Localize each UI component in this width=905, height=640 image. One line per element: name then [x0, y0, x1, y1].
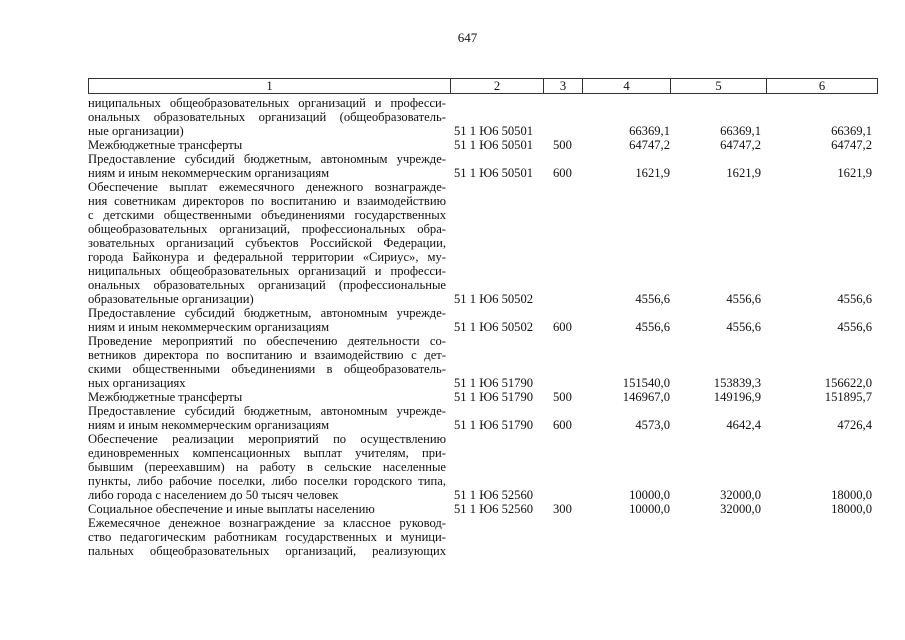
description-line: Межбюджетные трансферты	[88, 138, 243, 152]
target-code: 51 1 Ю6 51790	[454, 418, 534, 432]
target-code: 51 1 Ю6 50502	[454, 320, 534, 334]
description-line: Предоставление субсидий бюджетным, автономным учрежде-	[88, 152, 446, 166]
page-number: 647	[457, 30, 478, 45]
value-col-4: 4556,6	[635, 320, 670, 334]
header-col-6: 6	[766, 79, 878, 93]
description-line: ниципальных общеобразовательных организаций и професси-	[88, 96, 446, 110]
table-row	[88, 404, 878, 432]
description-line: ниям и иным некоммерческим организациям	[88, 418, 330, 432]
value-col-6: 66369,1	[831, 124, 872, 138]
table-header	[88, 78, 878, 94]
header-col-5: 5	[670, 79, 766, 93]
description-line: Межбюджетные трансферты	[88, 390, 243, 404]
table-row	[88, 502, 878, 516]
description-line: ство педагогическим работникам государственных и муници-	[88, 530, 446, 544]
value-col-5: 153839,3	[713, 376, 761, 390]
description-line: Социальное обеспечение и иные выплаты населению	[88, 502, 375, 516]
description-line: Предоставление субсидий бюджетным, автономным учрежде-	[88, 306, 446, 320]
description-line: общеобразовательных организаций, профессиональных обра-	[88, 222, 446, 236]
value-col-4: 64747,2	[629, 138, 670, 152]
budget-table	[88, 78, 878, 558]
value-col-4: 10000,0	[629, 488, 670, 502]
expense-type: 500	[553, 390, 572, 404]
description-line: Предоставление субсидий бюджетным, автономным учрежде-	[88, 404, 446, 418]
value-col-5: 1621,9	[726, 166, 761, 180]
description-line: Обеспечение выплат ежемесячного денежного вознагражде-	[88, 180, 446, 194]
description-line: ных организациях	[88, 376, 186, 390]
header-col-3: 3	[543, 79, 582, 93]
description-line: либо города с населением до 50 тысяч человек	[88, 488, 339, 502]
value-col-4: 10000,0	[629, 502, 670, 516]
target-code: 51 1 Ю6 52560	[454, 488, 534, 502]
value-col-6: 1621,9	[837, 166, 872, 180]
value-col-5: 32000,0	[720, 488, 761, 502]
expense-type: 300	[553, 502, 572, 516]
description-line: Ежемесячное денежное вознаграждение за классное руковод-	[88, 516, 446, 530]
value-col-5: 66369,1	[720, 124, 761, 138]
description-line: ональных образовательных организаций (общеобразователь-	[88, 110, 446, 124]
value-col-6: 4556,6	[837, 292, 872, 306]
table-row	[88, 180, 878, 306]
target-code: 51 1 Ю6 50501	[454, 166, 534, 180]
value-col-5: 149196,9	[713, 390, 761, 404]
value-col-5: 4642,4	[726, 418, 761, 432]
description-line: ветников директора по воспитанию и взаимодействию с дет-	[88, 348, 446, 362]
description-line: пункты, либо рабочие поселки, либо поселки городского типа,	[88, 474, 446, 488]
table-row	[88, 152, 878, 180]
header-col-2: 2	[450, 79, 543, 93]
value-col-4: 4556,6	[635, 292, 670, 306]
value-col-5: 64747,2	[720, 138, 761, 152]
value-col-6: 64747,2	[831, 138, 872, 152]
description-line: Обеспечение реализации мероприятий по осуществлению	[88, 432, 446, 446]
value-col-5: 4556,6	[726, 320, 761, 334]
expense-type: 600	[553, 418, 572, 432]
expense-type: 600	[553, 166, 572, 180]
description-line: пальных общеобразовательных организаций, реализующих	[88, 544, 446, 558]
description-line: зовательных организаций субъектов Российской Федерации,	[88, 236, 446, 250]
value-col-6: 4726,4	[837, 418, 872, 432]
table-row	[88, 390, 878, 404]
target-code: 51 1 Ю6 51790	[454, 376, 534, 390]
value-col-6: 151895,7	[824, 390, 872, 404]
description-line: ниципальных общеобразовательных организаций и професси-	[88, 264, 446, 278]
description-line: ональных образовательных организаций (профессиональные	[88, 278, 446, 292]
value-col-5: 4556,6	[726, 292, 761, 306]
value-col-4: 66369,1	[629, 124, 670, 138]
description-line: Проведение мероприятий по обеспечению деятельности со-	[88, 334, 446, 348]
description-line: ные организации)	[88, 124, 184, 138]
description-line: бывшим (переехавшим) на работу в сельские населенные	[88, 460, 446, 474]
table-row	[88, 138, 878, 152]
description-line: ния советникам директоров по воспитанию и взаимодействию	[88, 194, 446, 208]
table-row	[88, 306, 878, 334]
target-code: 51 1 Ю6 51790	[454, 390, 534, 404]
expense-type: 600	[553, 320, 572, 334]
value-col-4: 4573,0	[635, 418, 670, 432]
description-line: ниям и иным некоммерческим организациям	[88, 166, 330, 180]
description-line: ниям и иным некоммерческим организациям	[88, 320, 330, 334]
header-col-4: 4	[582, 79, 670, 93]
description-line: образовательные организации)	[88, 292, 254, 306]
value-col-4: 151540,0	[622, 376, 670, 390]
target-code: 51 1 Ю6 52560	[454, 502, 534, 516]
table-row	[88, 516, 878, 558]
target-code: 51 1 Ю6 50501	[454, 124, 534, 138]
value-col-6: 18000,0	[831, 488, 872, 502]
table-body	[88, 94, 878, 558]
expense-type: 500	[553, 138, 572, 152]
description-line: города Байконура и федеральной территории «Сириус», му-	[88, 250, 446, 264]
target-code: 51 1 Ю6 50501	[454, 138, 534, 152]
value-col-5: 32000,0	[720, 502, 761, 516]
description-line: с детскими общественными объединениями государственных	[88, 208, 446, 222]
description-line: скими общественными объединениями в общеобразователь-	[88, 362, 446, 376]
table-row	[88, 334, 878, 390]
target-code: 51 1 Ю6 50502	[454, 292, 534, 306]
table-row	[88, 96, 878, 138]
header-col-1: 1	[88, 79, 450, 93]
description-line: единовременных компенсационных выплат учителям, при-	[88, 446, 446, 460]
value-col-6: 4556,6	[837, 320, 872, 334]
value-col-6: 156622,0	[824, 376, 872, 390]
value-col-4: 146967,0	[622, 390, 670, 404]
table-row	[88, 432, 878, 502]
value-col-4: 1621,9	[635, 166, 670, 180]
value-col-6: 18000,0	[831, 502, 872, 516]
